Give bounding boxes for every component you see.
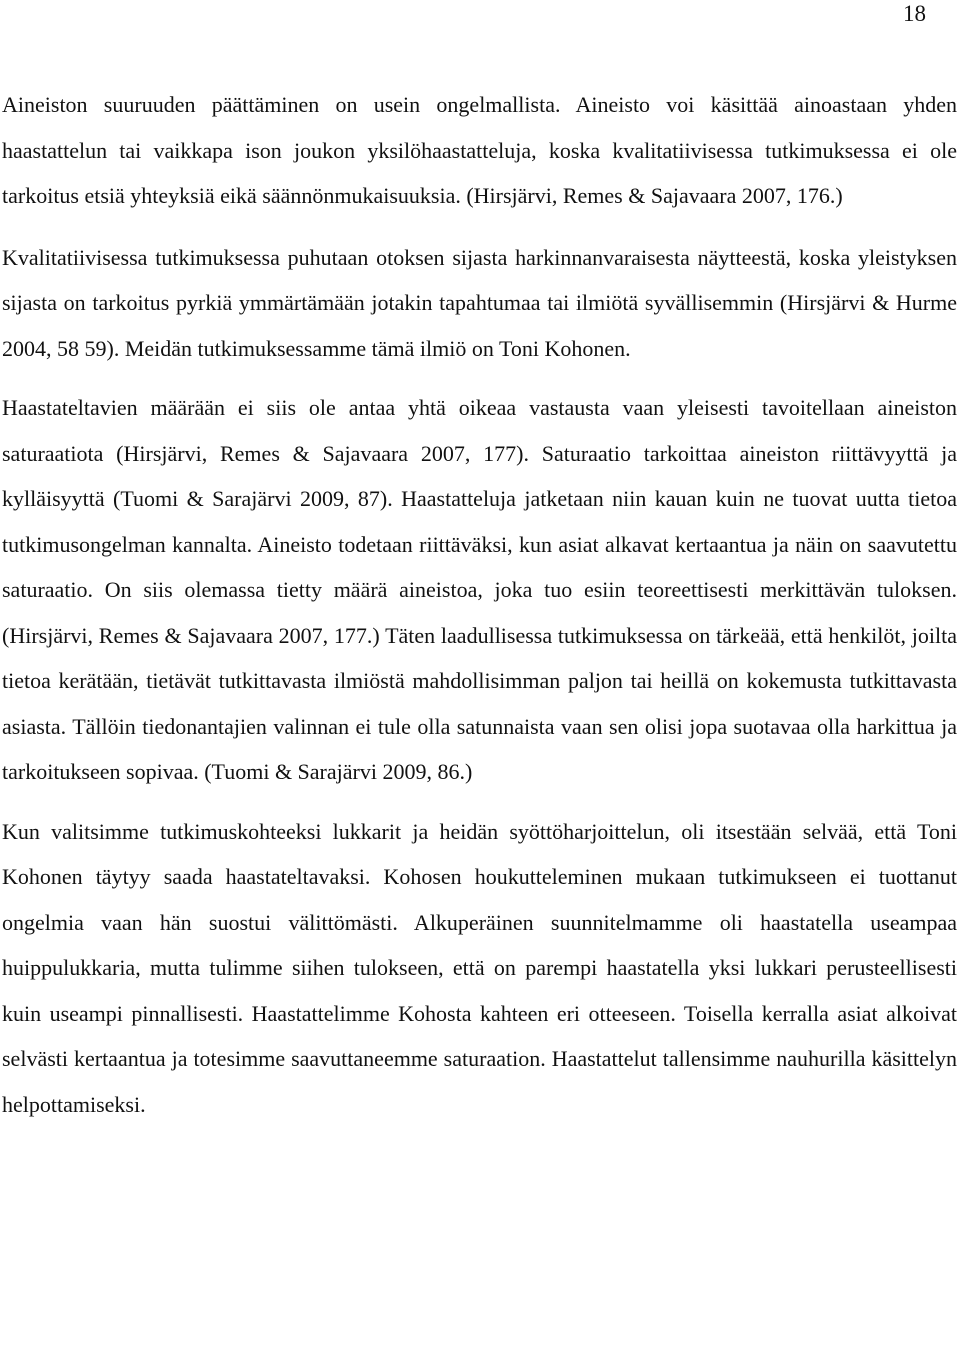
page-number: 18: [903, 1, 926, 26]
paragraph-interview-subject: Kun valitsimme tutkimuskohteeksi lukkarit ja heidän syöttöharjoittelun, oli itsestään selvää, että Toni Kohonen täytyy saada haastateltavaksi. Kohosen houkutteleminen mukaan tutkimukseen ei tuottanut ongelmia vaan hän suostui välittömästi. Alkuperäinen suunnitelmamme oli haastatella useampaa huippulukkaria, mutta tulimme siihen tulokseen, että on parempi haastatella yksi lukkari perusteellisesti kuin useampi pinnallisesti. Haastattelimme Kohosta kahteen eri otteeseen. Toisella kerralla asiat alkoivat selvästi kertaantua ja totesimme saavuttaneemme saturaation. Haastattelut tallensimme nauhurilla käsittelyn helpottamiseksi.: [2, 818, 957, 1117]
paragraph-discretionary-sample: Kvalitatiivisessa tutkimuksessa puhutaan otoksen sijasta harkinnanvaraisesta näytteestä, koska yleistyksen sijasta on tarkoitus pyrkiä ymmärtämään jotakin tapahtumaa tai ilmiötä syvällisemmin (Hirsjärvi & Hurme 2004, 58 59). Meidän tutkimuksessamme tämä ilmiö on Toni Kohonen.: [2, 244, 957, 361]
paragraph-saturation: Haastateltavien määrään ei siis ole antaa yhtä oikeaa vastausta vaan yleisesti tavoitellaan aineiston saturaatiota (Hirsjärvi, Remes & Sajavaara 2007, 177). Saturaatio tarkoittaa aineiston riittävyyttä ja kylläisyyttä (Tuomi & Sarajärvi 2009, 87). Haastatteluja jatketaan niin kauan kuin ne tuovat uutta tietoa tutkimusongelman kannalta. Aineisto todetaan riittäväksi, kun asiat alkavat kertaantua ja näin on saavutettu saturaatio. On siis olemassa tietty määrä aineistoa, joka tuo esiin teoreettisesti merkittävän tuloksen. (Hirsjärvi, Remes & Sajavaara 2007, 177.) Täten laadullisessa tutkimuksessa on tärkeää, että henkilöt, joilta tietoa kerätään, tietävät tutkittavasta ilmiöstä mahdollisimman paljon tai heillä on kokemusta tutkittavasta asiasta. Tällöin tiedonantajien valinnan ei tule olla satunnaista vaan sen olisi jopa suotavaa olla harkittua ja tarkoitukseen sopivaa. (Tuomi & Sarajärvi 2009, 86.): [2, 395, 957, 784]
paragraph-sample-size: Aineiston suuruuden päättäminen on usein ongelmallista. Aineisto voi käsittää ainoastaan yhden haastattelun tai vaikkapa ison joukon yksilöhaastatteluja, koska kvalitatiivisessa tutkimuksessa ei ole tarkoitus etsiä yhteyksiä eikä säännönmukaisuuksia. (Hirsjärvi, Remes & Sajavaara 2007, 176.): [2, 92, 957, 208]
document-body: [2, 82, 957, 1127]
